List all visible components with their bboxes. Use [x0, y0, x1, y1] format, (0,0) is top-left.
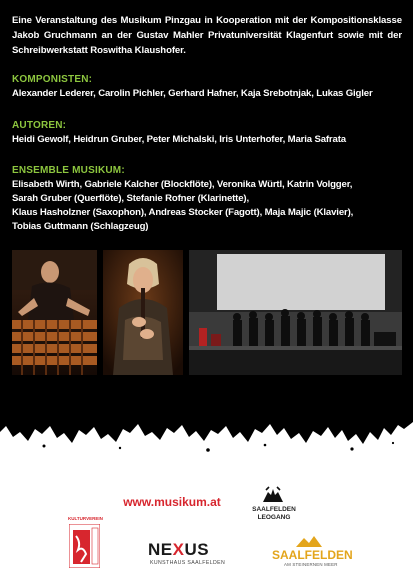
- ensemble-line: Tobias Guttmann (Schlagzeug): [12, 221, 149, 232]
- nexus-word-right: US: [184, 540, 210, 559]
- recorder-player-photo: [103, 250, 183, 375]
- mountain-icon: [296, 536, 322, 547]
- composers-heading: KOMPONISTEN:: [12, 74, 93, 85]
- authors-heading: AUTOREN:: [12, 120, 67, 131]
- kulturverein-logo: [68, 516, 103, 568]
- ensemble-section: [12, 164, 404, 234]
- ensemble-heading: ENSEMBLE MUSIKUM:: [12, 165, 125, 176]
- composers-section: [12, 73, 404, 101]
- saalfelden-subtitle: AM STEINERNEN MEER: [284, 562, 338, 567]
- torn-paper-edge: [0, 388, 413, 458]
- nexus-word-left: NE: [148, 540, 173, 559]
- nexus-logo: [148, 540, 238, 568]
- nexus-x: X: [172, 540, 185, 559]
- authors-section: [12, 119, 404, 147]
- ensemble-stage-photo: [189, 250, 402, 375]
- marimba-player-photo: [12, 250, 97, 375]
- nexus-subtitle: KUNSTHAUS SAALFELDEN: [150, 560, 226, 566]
- ensemble-line: Klaus Hasholzner (Saxophon), Andreas Stocker (Fagott), Maja Majic (Klavier),: [12, 207, 354, 218]
- deer-emblem-icon: [260, 486, 286, 504]
- saalfelden-leogang-line1: SAALFELDEN: [252, 506, 296, 513]
- composers-names: Alexander Lederer, Carolin Pichler, Gerhard Hafner, Kaja Srebotnjak, Lukas Gigler: [12, 88, 373, 99]
- kulturverein-text: KULTURVEREIN: [68, 516, 103, 521]
- kulturverein-emblem-icon: [69, 524, 100, 568]
- saalfelden-leogang-line2: LEOGANG: [257, 514, 291, 521]
- saalfelden-leogang-logo: [244, 486, 304, 526]
- intro-text: Eine Veranstaltung des Musikum Pinzgau in Kooperation mit der Kompositionsklasse Jakob Gruchmann an der Gustav Mahler Privatuniversität Klagenfurt sowie mit der Schreibwerkstatt Roswitha Klaushofer.: [12, 15, 402, 56]
- saalfelden-title: SAALFELDEN: [272, 548, 353, 562]
- website-link[interactable]: www.musikum.at: [123, 495, 221, 509]
- saalfelden-logo: [270, 536, 353, 570]
- authors-names: Heidi Gewolf, Heidrun Gruber, Peter Michalski, Iris Unterhofer, Maria Safrata: [12, 134, 346, 145]
- ensemble-line: Elisabeth Wirth, Gabriele Kalcher (Blockflöte), Veronika Würtl, Katrin Volgger,: [12, 179, 353, 190]
- ensemble-line: Sarah Gruber (Querflöte), Stefanie Rofner (Klarinette),: [12, 193, 249, 204]
